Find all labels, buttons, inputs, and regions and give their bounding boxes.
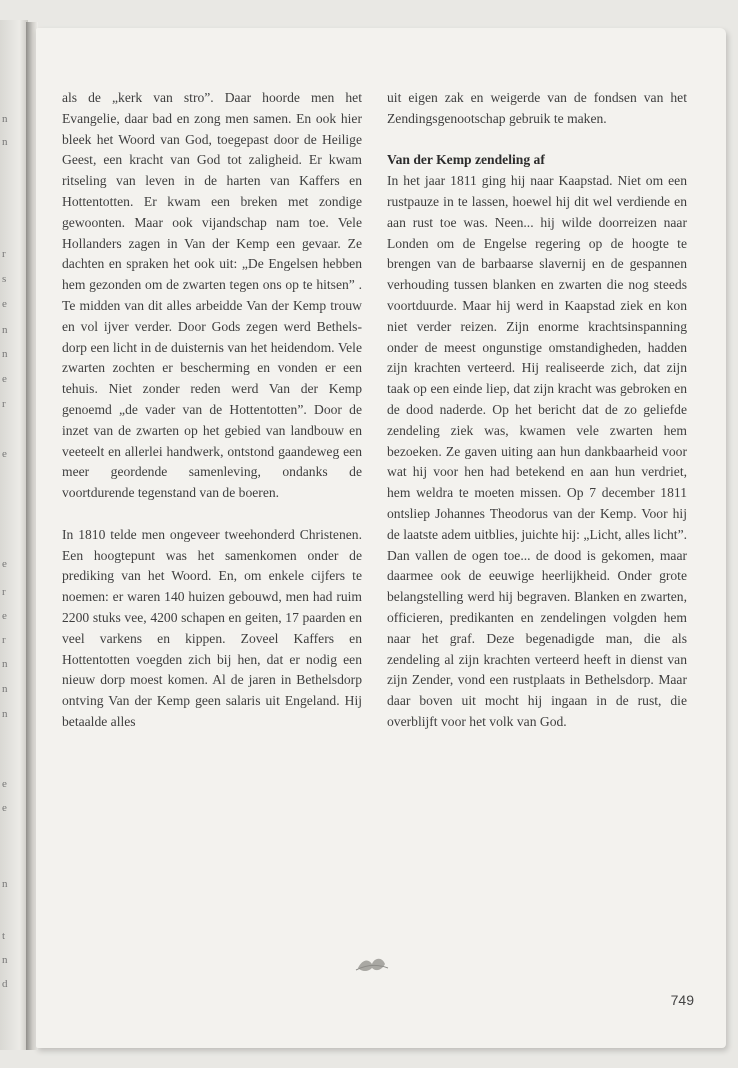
page-number: 749 xyxy=(670,992,694,1008)
previous-page-fragment: n xyxy=(2,658,8,670)
previous-page-fragment: e xyxy=(2,610,7,622)
body-paragraph: als de „kerk van stro”. Daar hoorde men het Evangelie, daar bad en zong men samen. En ook hier bleek het Woord van God, toegepast door de Heilige Geest, een kracht van God tot zaligheid. Er kwam ritseling van leven in de harten van Kaffers en Hottentotten. Er kwam een breken met zondige gewoonten. Maar ook vijandschap nam toe. Vele Hollanders zagen in Van der Kemp een gevaar. Ze dachten en spraken het ook uit: „De Engelsen hebben hem gezonden om de zwarten tegen ons op te hitsen” . Te midden van dit alles arbeidde Van der Kemp trouw en vol ijver verder. Door Gods zegen werd Bethelsdorp een licht in de duisternis van het heidendom. Vele zwarten zochten er bescherming en vonden er een tehuis. Niet zonder reden werd Van der Kemp genoemd „de vader van de Hottentotten”. Door de inzet van de zwarten op het gebied van landbouw en veeteelt en allerlei handwerk, ontstond gaandeweg een meer geordende samenleving, ondanks de voortdurende tegenstand van de boeren. xyxy=(62,90,362,501)
previous-page-fragment: e xyxy=(2,373,7,385)
previous-page-fragment: r xyxy=(2,398,6,410)
right-text-column xyxy=(387,88,687,733)
previous-page-fragment: e xyxy=(2,298,7,310)
previous-page-fragment: d xyxy=(2,978,8,990)
previous-page-fragment: r xyxy=(2,248,6,260)
section-heading: Van der Kemp zendeling af xyxy=(387,152,545,168)
leaf-ornament-icon xyxy=(352,950,392,978)
previous-page-fragment: n xyxy=(2,708,8,720)
previous-page-fragment: n xyxy=(2,878,8,890)
previous-page-fragment: n xyxy=(2,348,8,360)
previous-page-fragment: n xyxy=(2,136,8,148)
previous-page-edge xyxy=(0,20,28,1050)
previous-page-fragment: e xyxy=(2,778,7,790)
body-paragraph: uit eigen zak en weigerde van de fondsen van het Zendingsgenootschap gebruik te maken. xyxy=(387,90,687,126)
previous-page-fragment: e xyxy=(2,558,7,570)
previous-page-fragment: e xyxy=(2,448,7,460)
previous-page-fragment: n xyxy=(2,683,8,695)
book-page xyxy=(36,28,726,1048)
previous-page-fragment: t xyxy=(2,930,6,942)
previous-page-fragment: n xyxy=(2,113,8,125)
body-paragraph: In 1810 telde men ongeveer tweehonderd Christenen. Een hoogtepunt was het samenkomen onder de prediking van het Woord. En, om enkele cijfers te noemen: er waren 140 huizen gebouwd, men had ruim 2200 stuks vee, 4200 schapen en geiten, 17 paarden en veel varkens en kippen. Zoveel Kaffers en Hottentotten voegden zich bij hen, dat er nodig een nieuw dorp moest komen. Al de jaren in Bethelsdorp ontving Van der Kemp geen salaris uit Engeland. Hij betaalde alles xyxy=(62,526,362,729)
previous-page-fragment: e xyxy=(2,802,7,814)
body-paragraph: In het jaar 1811 ging hij naar Kaapstad. Niet om een rustpauze in te lassen, hoewel hij dit wel verdiende en aan rust toe was. Neen... hij wilde doorreizen naar Londen om de Engelse regering op de hoogte te brengen van de barbaarse slavernij en de gespannen verhouding tussen blanken en zwarten die nog steeds voortduurde. Maar hij werd in Kaapstad ziek en kon niet verder reizen. Zijn enorme krachtsinspanning onder de meest ongunstige omstandigheden, hadden zijn krachten verteerd. Hij realiseerde zich, dat zijn taak op een einde liep, dat zijn kracht was gebroken en de dood naderde. Op het bericht dat de zo geliefde zendeling ziek was, kwamen vele zwarten hem bezoeken. Ze gaven uiting aan hun dankbaarheid voor wat hij voor hen had betekend en aan hun verdriet, hem weldra te moeten missen. Op 7 december 1811 ontsliep Johannes Theodorus van der Kemp. Voor hij de laatste adem uitblies, juichte hij: „Licht, alles licht”. Dan vallen de ogen toe... de dood is gekomen, maar daarmee ook de eeuwige heerlijkheid. Onder grote belangstelling werd hij begraven. Blanken en zwarten, officieren, predikanten en zendelingen volgden hem naar het graf. Deze begenadigde man, die als zendeling al zijn krachten verteerd heeft in dienst van zijn Zender, vond een rustplaats in Bethelsdorp. Maar daar boven uit mocht hij ingaan in de rust, die overblijft voor het volk van God. xyxy=(387,173,687,729)
previous-page-fragment: r xyxy=(2,586,6,598)
previous-page-fragment: n xyxy=(2,324,8,336)
previous-page-fragment: s xyxy=(2,273,7,285)
previous-page-fragment: n xyxy=(2,954,8,966)
previous-page-fragment: r xyxy=(2,634,6,646)
left-text-column xyxy=(62,88,362,733)
